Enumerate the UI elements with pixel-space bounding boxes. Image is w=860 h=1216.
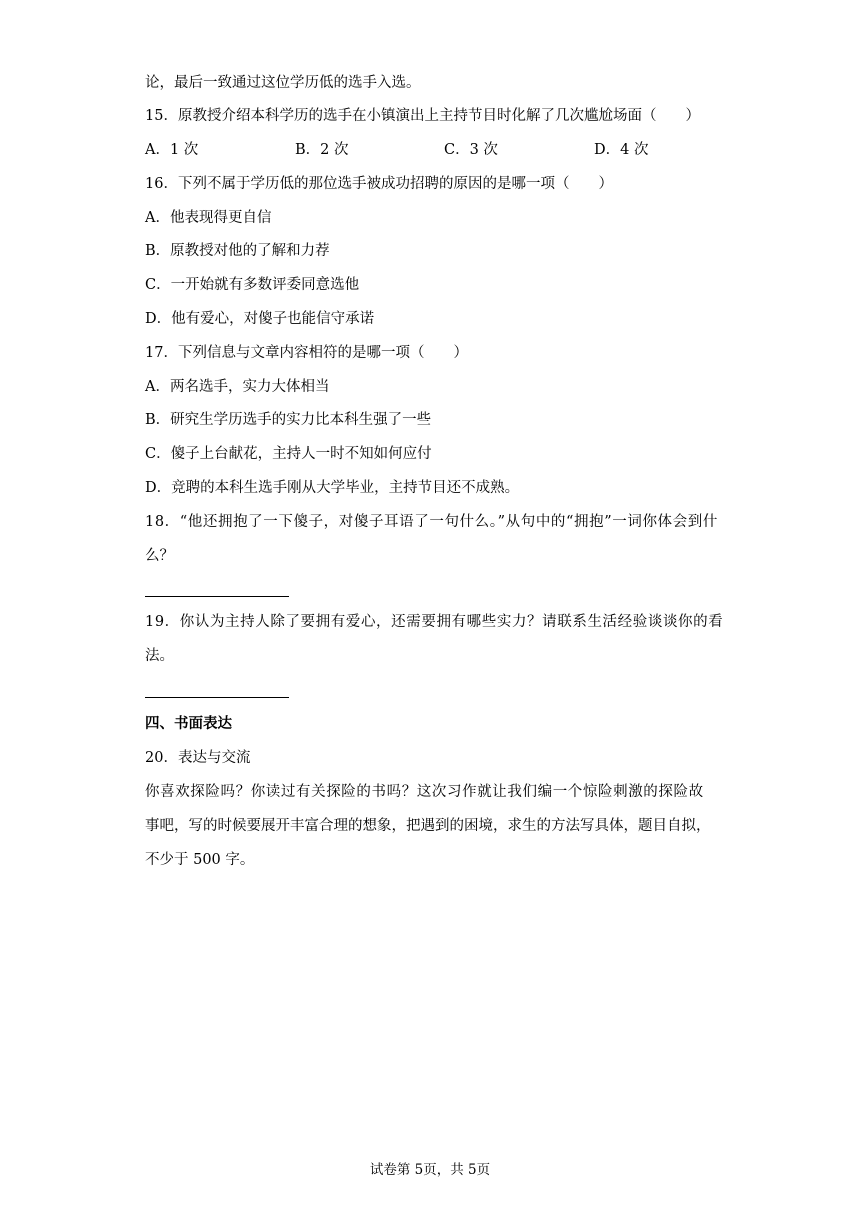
question-15-stem: 15．原教授介绍本科学历的选手在小镇演出上主持节目时化解了几次尴尬场面（ ） [145,108,700,124]
question-20-line-3: 不少于 500 字。 [145,852,255,868]
q18-answer-blank[interactable] [145,596,289,597]
question-17-stem: 17．下列信息与文章内容相符的是哪一项（ ） [145,345,468,361]
q16-option-a: A．他表现得更自信 [145,210,272,226]
q16-option-c: C．一开始就有多数评委同意选他 [145,277,360,293]
question-16-stem: 16．下列不属于学历低的那位选手被成功招聘的原因的是哪一项（ ） [145,176,613,192]
q19-answer-blank[interactable] [145,697,289,698]
q16-option-d: D．他有爱心，对傻子也能信守承诺 [145,311,375,327]
question-18-line-1: 18．“他还拥抱了一下傻子，对傻子耳语了一句什么。”从句中的“拥抱”一词你体会到什 [145,514,718,530]
question-18-line-2: 么？ [145,548,174,564]
carryover-text: 论，最后一致通过这位学历低的选手入选。 [145,75,421,91]
question-19-line-1: 19．你认为主持人除了要拥有爱心，还需要拥有哪些实力？请联系生活经验谈谈你的看 [145,614,724,630]
q17-option-d: D．竞聘的本科生选手刚从大学毕业，主持节目还不成熟。 [145,480,520,496]
q15-option-c: C．3 次 [444,142,498,158]
q17-option-c: C．傻子上台献花，主持人一时不知如何应付 [145,446,432,462]
page-footer: 试卷第 5页，共 5页 [369,1162,491,1178]
question-20-line-2: 事吧，写的时候要展开丰富合理的想象，把遇到的困境，求生的方法写具体，题目自拟， [145,818,711,834]
q15-option-d: D．4 次 [594,142,649,158]
section-4-title: 四、书面表达 [145,715,232,732]
question-19-line-2: 法。 [145,648,174,664]
q15-option-a: A．1 次 [145,142,199,158]
q17-option-b: B．研究生学历选手的实力比本科生强了一些 [145,412,432,428]
question-20-title: 20．表达与交流 [145,750,251,766]
q17-option-a: A．两名选手，实力大体相当 [145,379,330,395]
q16-option-b: B．原教授对他的了解和力荐 [145,243,330,259]
question-20-line-1: 你喜欢探险吗？你读过有关探险的书吗？这次习作就让我们编一个惊险刺激的探险故 [145,784,704,800]
q15-option-b: B．2 次 [295,142,349,158]
